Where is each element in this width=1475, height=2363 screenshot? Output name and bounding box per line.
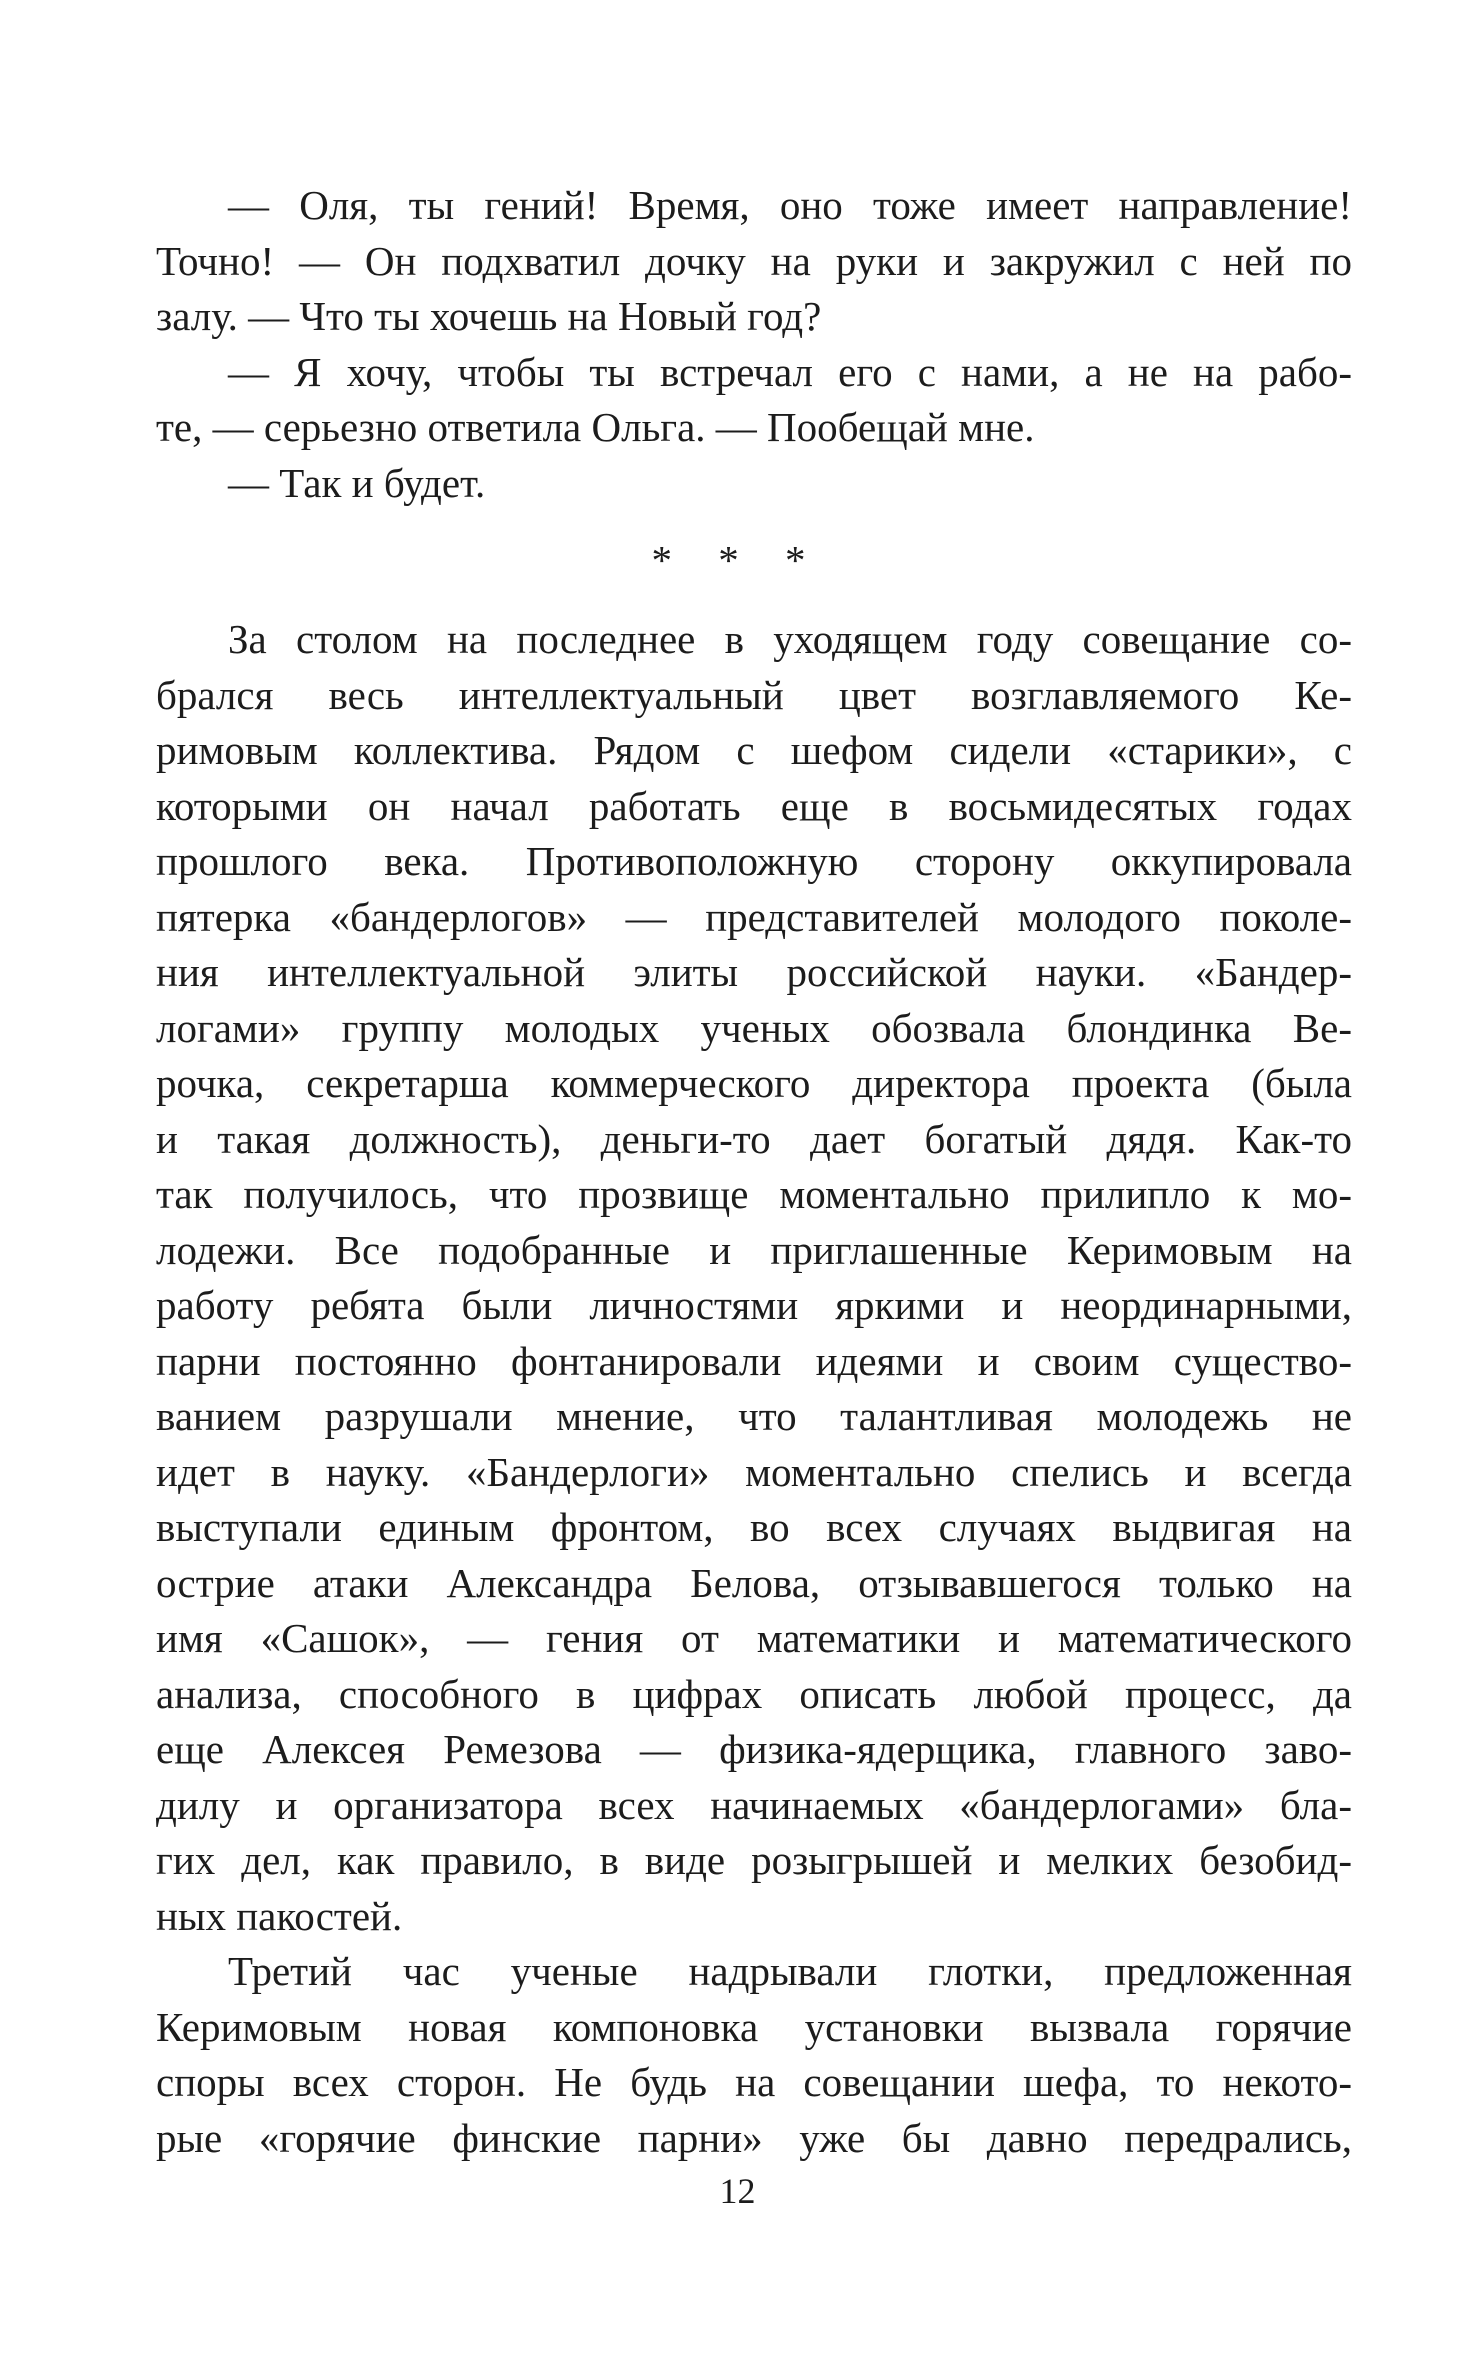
text-line: пятерка «бандерлогов» — представителей молодого поколе- bbox=[156, 893, 1352, 940]
text-line: споры всех сторон. Не будь на совещании шефа, то некото- bbox=[156, 2059, 1352, 2105]
text-line: Керимовым новая компоновка установки вызвала горячие bbox=[156, 2003, 1352, 2050]
text-line: те, — серьезно ответила Ольга. — Пообещай мне. bbox=[156, 404, 1035, 450]
text-line: ванием разрушали мнение, что талантливая молодежь не bbox=[156, 1393, 1352, 1439]
text-line: Точно! — Он подхватил дочку на руки и закружил с ней по bbox=[156, 237, 1352, 284]
text-line: брался весь интеллектуальный цвет возглавляемого Ке- bbox=[156, 671, 1352, 718]
text-line: — Так и будет. bbox=[228, 459, 486, 506]
text-line: — Оля, ты гений! Время, оно тоже имеет направление! bbox=[228, 182, 1352, 228]
text-line: рые «горячие финские парни» уже бы давно передрались, bbox=[156, 2114, 1352, 2161]
page-number: 12 bbox=[719, 2171, 756, 2211]
text-line: работу ребята были личностями яркими и неординарными, bbox=[156, 1282, 1352, 1328]
text-line: ния интеллектуальной элиты российской науки. «Бандер- bbox=[156, 949, 1352, 995]
text-line: — Я хочу, чтобы ты встречал его с нами, а не на рабо- bbox=[228, 348, 1352, 395]
text-line: которыми он начал работать еще в восьмидесятых годах bbox=[156, 782, 1352, 829]
text-line: лодежи. Все подобранные и приглашенные Керимовым на bbox=[156, 1226, 1352, 1273]
text-line: еще Алексея Ремезова — физика-ядерщика, главного заво- bbox=[156, 1726, 1352, 1772]
text-line: римовым коллектива. Рядом с шефом сидели «старики», с bbox=[156, 727, 1352, 773]
section-separator: * * * bbox=[651, 537, 824, 583]
text-line: парни постоянно фонтанировали идеями и своим существо- bbox=[156, 1337, 1352, 1384]
main-text-section bbox=[156, 612, 1352, 2166]
text-line: логами» группу молодых ученых обозвала блондинка Ве- bbox=[156, 1004, 1352, 1051]
text-line: Третий час ученые надрывали глотки, предложенная bbox=[228, 1948, 1352, 1994]
text-line: идет в науку. «Бандерлоги» моментально спелись и всегда bbox=[156, 1448, 1352, 1495]
text-line: гих дел, как правило, в виде розыгрышей и мелких безобид- bbox=[156, 1837, 1352, 1883]
text-line: и такая должность), деньги-то дает богатый дядя. Как-то bbox=[156, 1115, 1352, 1162]
text-line: имя «Сашок», — гения от математики и математического bbox=[156, 1615, 1352, 1661]
text-line: выступали единым фронтом, во всех случаях выдвигая на bbox=[156, 1504, 1352, 1550]
text-line: дилу и организатора всех начинаемых «бандерлогами» бла- bbox=[156, 1781, 1352, 1828]
dialogue-section bbox=[156, 178, 1352, 511]
text-line: анализа, способного в цифрах описать любой процесс, да bbox=[156, 1670, 1352, 1717]
text-line: За столом на последнее в уходящем году совещание со- bbox=[228, 616, 1352, 662]
text-line: ных пакостей. bbox=[156, 1892, 403, 1939]
text-line: прошлого века. Противоположную сторону оккупировала bbox=[156, 838, 1352, 884]
text-line: залу. — Что ты хочешь на Новый год? bbox=[156, 293, 822, 339]
text-line: рочка, секретарша коммерческого директора проекта (была bbox=[156, 1060, 1352, 1106]
text-line: острие атаки Александра Белова, отзывавшегося только на bbox=[156, 1559, 1352, 1606]
text-line: так получилось, что прозвище моментально прилипло к мо- bbox=[156, 1171, 1352, 1217]
